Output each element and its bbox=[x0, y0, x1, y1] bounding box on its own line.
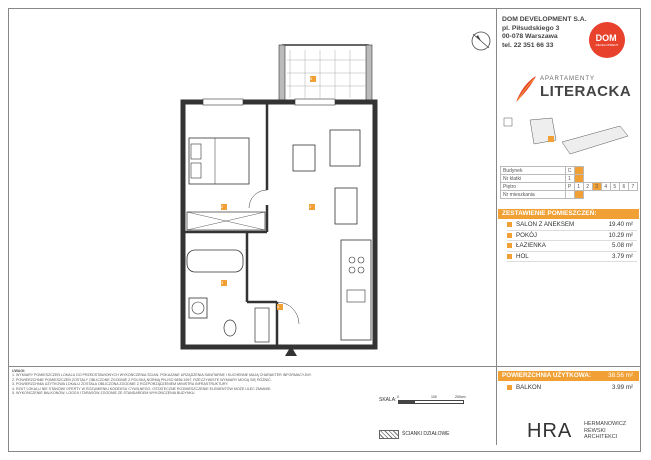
company-street: pl. Piłsudskiego 3 bbox=[502, 24, 560, 32]
company-city: 00-078 Warszawa bbox=[502, 33, 558, 41]
balcony-row bbox=[507, 383, 637, 392]
company-phone: tel. 22 351 66 33 bbox=[502, 41, 554, 49]
architect-name bbox=[584, 421, 626, 441]
room-area: 5.08 m² bbox=[612, 242, 633, 249]
list-item bbox=[507, 231, 637, 242]
table-row bbox=[501, 175, 638, 183]
param-cell: 7 bbox=[628, 183, 637, 191]
param-cell: 5 bbox=[610, 183, 619, 191]
param-cell bbox=[574, 175, 583, 183]
logo-text: DOM bbox=[595, 33, 617, 43]
note-line: 5. WYKOŃCZENIE BALKONÓW, LOGGII I TARASÓW ZGODNIE ZE STANDARDEM WYKOŃCZENIA BUDYNKU. bbox=[12, 391, 196, 396]
scale-tick: 100 bbox=[431, 395, 437, 399]
param-cell: 1 bbox=[565, 175, 574, 183]
param-cell bbox=[574, 167, 583, 175]
room-area: 3.79 m² bbox=[612, 252, 633, 260]
room-name: HOL bbox=[516, 252, 529, 260]
note-line: 1. WYMIARY POMIESZCZEŃ LOKALU DO PRZEDSTAWIONYCH WYKOŃCZENIA ŚCIAN. POKAZANE URZĄDZENIA SANITARNE I KUCHENNE MAJĄ CHARAKTER INFORMACYJNY. bbox=[12, 373, 312, 378]
note-line: 2. POWIERZCHNIE POMIESZCZEŃ ZOSTAŁY OBLICZONE ZGODNIE Z POLSKĄ NORMĄ PN-ISO 9836:1997. RZECZYWISTE WYMIARY MOGĄ SIĘ RÓŻNIĆ. bbox=[12, 377, 272, 382]
usable-area: 38.56 m² bbox=[608, 372, 633, 379]
list-item bbox=[507, 252, 637, 263]
param-cell: 2 bbox=[583, 183, 592, 191]
room-name: SALON Z ANEKSEM bbox=[516, 221, 575, 228]
param-cell: 6 bbox=[619, 183, 628, 191]
balcony-area: 3.99 m² bbox=[612, 384, 633, 391]
logo-sub: DEVELOPMENT bbox=[595, 43, 619, 47]
param-label: Nr mieszkania bbox=[501, 191, 566, 199]
scale-bar bbox=[398, 400, 464, 404]
plan-label: 4 bbox=[277, 304, 280, 309]
table-row bbox=[501, 167, 638, 175]
list-item bbox=[507, 220, 637, 231]
room-name: POKÓJ bbox=[516, 231, 537, 239]
note-line: 3. POWIERZCHNIA UŻYTKOWA LOKALU ZOSTAŁA OBLICZONA ZGODNIE Z ROZPORZĄDZENIEM MINISTRA INFRASTRUKTURY. bbox=[12, 382, 229, 387]
divider bbox=[496, 366, 641, 367]
usable-area-bar bbox=[498, 371, 639, 381]
param-cell: C bbox=[565, 167, 574, 175]
param-cell: P bbox=[565, 183, 574, 191]
floor-plan bbox=[175, 40, 385, 365]
architect-line: HERMANOWICZ bbox=[584, 421, 627, 427]
divider bbox=[8, 366, 496, 367]
notes bbox=[12, 369, 364, 395]
brand-top: APARTAMENTY bbox=[540, 76, 596, 82]
room-area: 10.29 m² bbox=[608, 231, 633, 239]
notes-title: UWAGI: bbox=[12, 369, 26, 373]
key-plan bbox=[500, 112, 638, 158]
summary-title: ZESTAWIENIE POMIESZCZEŃ: bbox=[498, 209, 639, 219]
table-row bbox=[501, 191, 638, 199]
feather-icon bbox=[512, 74, 538, 104]
scale-label: SKALA: bbox=[379, 397, 397, 403]
note-line: 4. RZUT LOKALU NIE STANOWI OFERTY W ROZUMIENIU KODEKSU CYWILNEGO. OSTATECZNE ROZMIESZCZENIE ELEMENTÓW MOŻE ULEC ZMIANIE. bbox=[12, 386, 272, 391]
param-label: Nr klatki bbox=[501, 175, 566, 183]
architect-line: RÉWSKI bbox=[584, 427, 606, 434]
brand-logo bbox=[512, 74, 637, 106]
room-list bbox=[507, 220, 637, 262]
plan-label: 1 bbox=[309, 204, 312, 209]
scale-tick: 0 bbox=[397, 395, 399, 399]
legend-label: ŚCIANKI DZIAŁOWE bbox=[402, 431, 450, 437]
param-cell bbox=[565, 191, 574, 199]
plan-label: 5 bbox=[310, 76, 313, 81]
balcony-name: BALKON bbox=[516, 384, 542, 391]
param-label: Piętro bbox=[501, 183, 566, 191]
plan-label: 2 bbox=[221, 204, 224, 209]
scale-tick: 200cm bbox=[455, 395, 466, 399]
apartment-params bbox=[500, 166, 638, 199]
plan-label: 3 bbox=[221, 280, 224, 285]
table-row bbox=[501, 183, 638, 191]
north-arrow-icon bbox=[470, 30, 492, 52]
param-cell: 4 bbox=[601, 183, 610, 191]
architect-logo: HRA bbox=[527, 420, 573, 442]
room-name: ŁAZIENKA bbox=[516, 242, 546, 249]
param-label: Budynek bbox=[501, 167, 566, 175]
param-cell bbox=[574, 191, 583, 199]
list-item bbox=[507, 241, 637, 252]
hatch-swatch bbox=[379, 430, 399, 439]
divider bbox=[496, 8, 497, 445]
company-info bbox=[502, 16, 587, 50]
param-cell: 1 bbox=[574, 183, 583, 191]
room-area: 19.40 m² bbox=[608, 221, 633, 228]
dom-logo bbox=[589, 22, 625, 58]
architect-line: ARCHITEKCI bbox=[584, 434, 618, 441]
brand-main: LITERACKA bbox=[540, 83, 632, 100]
company-name: DOM DEVELOPMENT S.A. bbox=[502, 16, 587, 23]
param-cell: 3 bbox=[592, 183, 601, 191]
usable-label: POWIERZCHNIA UŻYTKOWA: bbox=[502, 372, 591, 379]
